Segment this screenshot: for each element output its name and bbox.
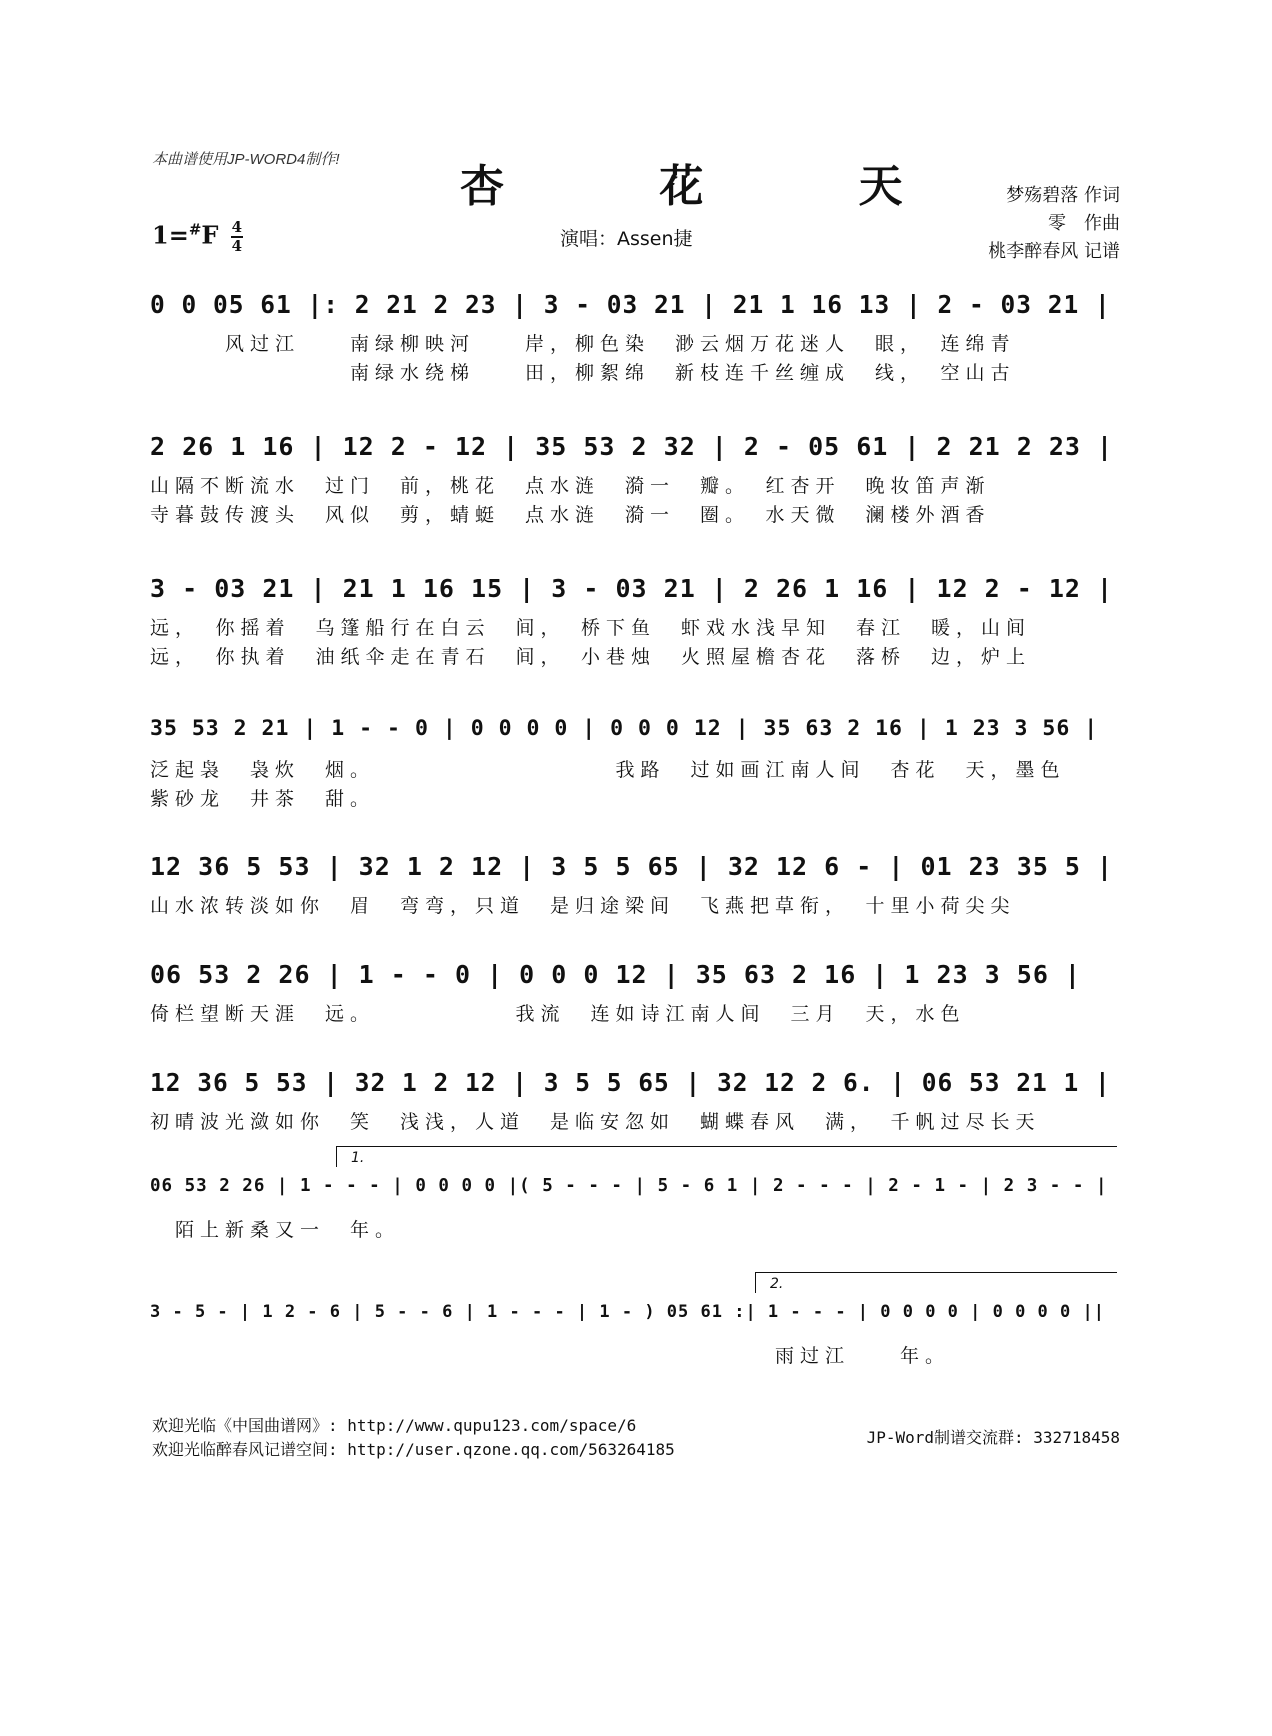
page-title: 杏 花 天 — [460, 161, 973, 212]
singer-label: 演唱：Assen捷 — [560, 228, 693, 250]
time-signature — [231, 220, 243, 254]
lyricist: 梦殇碧落 作词 — [1006, 185, 1120, 206]
time-top: 4 — [231, 218, 243, 236]
lyric-line: 风过江 南绿柳映河 岸，柳色染 渺云烟万花迷人 眼， 连绵青 — [150, 333, 1016, 355]
score-system-9 — [150, 1302, 1118, 1371]
score-system-4 — [150, 716, 1118, 814]
lyric-line: 雨过江 年。 — [150, 1345, 951, 1367]
score-system-6 — [150, 960, 1118, 1029]
footer-link-qupu[interactable]: 欢迎光临《中国曲谱网》: http://www.qupu123.com/space/6 — [152, 1416, 637, 1435]
footer-links — [152, 1414, 675, 1462]
notes-line: 3 - 03 21 | 21 1 16 15 | 3 - 03 21 | 2 26 1 16 | 12 2 - 12 | — [150, 574, 1114, 603]
notes-line: 06 53 2 26 | 1 - - - | 0 0 0 0 |( 5 - - - | 5 - 6 1 | 2 - - - | 2 - 1 - | 2 3 - - | — [150, 1176, 1108, 1196]
lyric-line: 远， 你执着 油纸伞走在青石 间， 小巷烛 火照屋檐杏花 落桥 边，炉上 — [150, 646, 1032, 668]
score-system-8 — [150, 1176, 1118, 1245]
notes-line: 06 53 2 26 | 1 - - 0 | 0 0 0 12 | 35 63 2 16 | 1 23 3 56 | — [150, 960, 1081, 989]
lyric-line: 初晴波光潋如你 笑 浅浅，人道 是临安忽如 蝴蝶春风 满， 千帆过尽长天 — [150, 1111, 1041, 1133]
lyric-line: 泛起袅 袅炊 烟。 我路 过如画江南人间 杏花 天，墨色 — [150, 759, 1066, 781]
notes-line: 12 36 5 53 | 32 1 2 12 | 3 5 5 65 | 32 12 2 6. | 06 53 21 1 | — [150, 1068, 1111, 1097]
notes-line: 2 26 1 16 | 12 2 - 12 | 35 53 2 32 | 2 - 05 61 | 2 21 2 23 | — [150, 432, 1114, 461]
score-system-5 — [150, 852, 1118, 921]
notes-line: 0 0 05 61 |: 2 21 2 23 | 3 - 03 21 | 21 1 16 13 | 2 - 03 21 | — [150, 290, 1111, 319]
notes-line: 35 53 2 21 | 1 - - 0 | 0 0 0 0 | 0 0 0 12 | 35 63 2 16 | 1 23 3 56 | — [150, 716, 1099, 741]
lyric-line: 紫砂龙 井茶 甜。 — [150, 788, 376, 810]
time-bottom: 4 — [231, 237, 243, 255]
score-system-1 — [150, 290, 1118, 388]
second-ending-label: 2. — [770, 1276, 784, 1292]
first-ending-label: 1. — [351, 1150, 365, 1166]
author-credits — [988, 182, 1120, 266]
key-prefix: 1= — [152, 220, 189, 250]
score-system-2 — [150, 432, 1118, 530]
score-system-3 — [150, 574, 1118, 672]
transcriber: 桃李醉春风 记谱 — [988, 241, 1120, 262]
lyric-line: 倚栏望断天涯 远。 我流 连如诗江南人间 三月 天，水色 — [150, 1003, 966, 1025]
footer-group: JP-Word制谱交流群: 332718458 — [866, 1428, 1120, 1447]
notes-line: 3 - 5 - | 1 2 - 6 | 5 - - 6 | 1 - - - | 1 - ) 05 61 :| 1 - - - | 0 0 0 0 | 0 0 0 0 || — [150, 1302, 1105, 1322]
lyric-line: 南绿水绕梯 田，柳絮绵 新枝连千丝缠成 线， 空山古 — [150, 362, 1016, 384]
lyric-line: 远， 你摇着 乌篷船行在白云 间， 桥下鱼 虾戏水浅早知 春江 暖，山间 — [150, 617, 1032, 639]
notes-line: 12 36 5 53 | 32 1 2 12 | 3 5 5 65 | 32 12 6 - | 01 23 35 5 | — [150, 852, 1114, 881]
lyric-line: 寺暮鼓传渡头 风似 剪，蜻蜓 点水涟 漪一 圈。 水天微 澜楼外酒香 — [150, 504, 991, 526]
lyric-line: 山水浓转淡如你 眉 弯弯，只道 是归途梁间 飞燕把草衔， 十里小荷尖尖 — [150, 895, 1016, 917]
software-credit: 本曲谱使用JP-WORD4制作! — [152, 151, 340, 168]
lyric-line: 陌上新桑又一 年。 — [150, 1219, 401, 1241]
first-ending-bracket — [336, 1146, 1117, 1167]
footer-link-qzone[interactable]: 欢迎光临醉春风记谱空间: http://user.qzone.qq.com/563264185 — [152, 1440, 675, 1459]
second-ending-bracket — [755, 1272, 1117, 1293]
sharp-sign: # — [188, 220, 202, 239]
lyric-line: 山隔不断流水 过门 前，桃花 点水涟 漪一 瓣。 红杏开 晚妆笛声渐 — [150, 475, 991, 497]
composer: 零 作曲 — [1048, 213, 1120, 234]
key-signature — [152, 220, 243, 254]
score-system-7 — [150, 1068, 1118, 1137]
key-note: F — [201, 220, 219, 250]
